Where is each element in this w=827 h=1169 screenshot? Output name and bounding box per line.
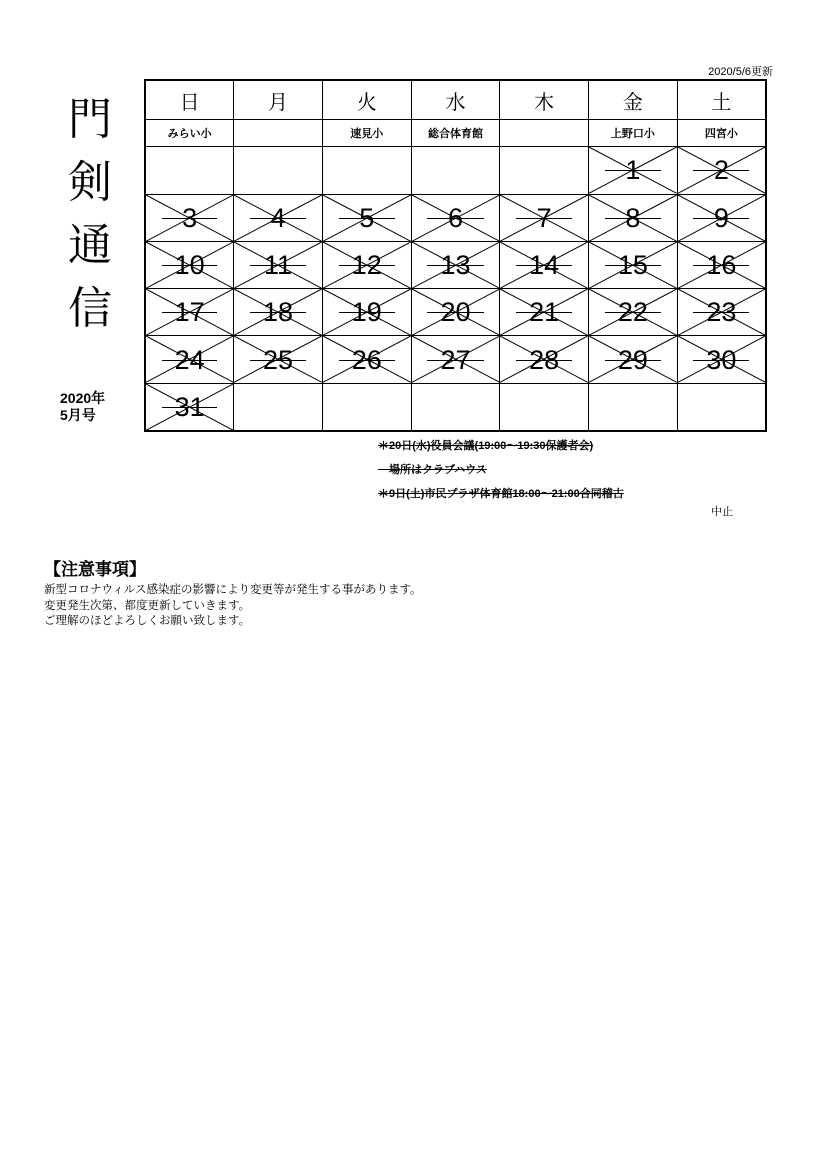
day-strike-line [162, 218, 218, 219]
day-strike-line [162, 265, 218, 266]
issue-month: 5月号 [60, 407, 96, 423]
caution-line: ご理解のほどよろしくお願い致します。 [44, 615, 251, 627]
day-strike-line [693, 170, 749, 171]
notes [378, 438, 624, 510]
day-strike-line [339, 360, 395, 361]
week-row [145, 336, 766, 383]
day-number: 30 [706, 344, 737, 375]
day-number: 24 [174, 344, 205, 375]
day-cell [411, 241, 500, 288]
day-strike-line [427, 218, 483, 219]
day-number: 19 [351, 297, 382, 328]
day-cell [234, 289, 323, 336]
title-char: 通 [68, 220, 112, 271]
day-cell [500, 336, 589, 383]
week-row [145, 194, 766, 241]
day-number: 4 [270, 202, 286, 233]
day-strike-line [162, 312, 218, 313]
day-strike-line [250, 360, 306, 361]
day-cell [234, 383, 323, 431]
calendar-table [144, 79, 767, 432]
day-cell [677, 194, 766, 241]
day-cell [145, 289, 234, 336]
day-strike-line [605, 170, 661, 171]
day-cell [677, 289, 766, 336]
title-char: 信 [68, 283, 112, 334]
day-strike-line [693, 218, 749, 219]
day-number: 6 [447, 202, 463, 233]
day-cell [589, 383, 678, 431]
day-cell [411, 194, 500, 241]
venue-cell: みらい小 [145, 120, 234, 147]
day-strike-line [250, 312, 306, 313]
cancel-label: 中止 [711, 506, 733, 518]
day-cell [589, 336, 678, 383]
day-cell [677, 336, 766, 383]
day-cell [411, 289, 500, 336]
venue-cell [234, 120, 323, 147]
day-cell [589, 194, 678, 241]
day-strike-line [516, 218, 572, 219]
day-number: 17 [174, 297, 205, 328]
day-cell [322, 383, 411, 431]
day-cell [322, 194, 411, 241]
day-strike-line [605, 360, 661, 361]
caution-text [44, 583, 422, 630]
note-text: ＊9日(土)市民プラザ体育館18:00～21:00合同稽古 [378, 488, 624, 500]
day-strike-line [693, 312, 749, 313]
day-strike-line [339, 218, 395, 219]
title-char: 門 [68, 94, 112, 145]
weekday-header: 土 [677, 80, 766, 120]
venue-cell: 速見小 [322, 120, 411, 147]
day-number: 27 [440, 344, 471, 375]
weekday-header: 火 [322, 80, 411, 120]
day-cell [411, 383, 500, 431]
day-number: 23 [706, 297, 737, 328]
day-number: 25 [263, 344, 294, 375]
day-number: 1 [625, 155, 641, 186]
day-number: 22 [617, 297, 648, 328]
day-number: 9 [713, 202, 729, 233]
day-cell [234, 241, 323, 288]
weekday-header: 水 [411, 80, 500, 120]
newsletter-title [60, 88, 120, 340]
week-row [145, 289, 766, 336]
day-number: 15 [617, 250, 648, 281]
day-cell [411, 336, 500, 383]
day-strike-line [605, 312, 661, 313]
weekday-row [145, 80, 766, 120]
caution-line: 新型コロナウィルス感染症の影響により変更等が発生する事があります。 [44, 584, 422, 596]
day-strike-line [427, 312, 483, 313]
day-cell [322, 336, 411, 383]
issue-year: 2020年 [60, 390, 106, 406]
day-strike-line [162, 360, 218, 361]
caution-line: 変更発生次第、都度更新していきます。 [44, 599, 251, 612]
day-strike-line [250, 265, 306, 266]
note-line [378, 486, 624, 510]
day-cell [500, 241, 589, 288]
title-char: 剣 [68, 157, 112, 208]
weekday-header: 木 [500, 80, 589, 120]
day-number: 21 [529, 297, 560, 328]
day-strike-line [693, 265, 749, 266]
note-text: 場所はクラブハウス [378, 464, 487, 476]
week-row [145, 241, 766, 288]
day-cell [677, 383, 766, 431]
venue-cell: 上野口小 [589, 120, 678, 147]
day-number: 14 [529, 250, 560, 281]
day-number: 29 [617, 344, 648, 375]
day-strike-line [605, 265, 661, 266]
weekday-header: 日 [145, 80, 234, 120]
day-cell [145, 194, 234, 241]
day-cell [500, 289, 589, 336]
day-cell [145, 383, 234, 431]
day-cell [234, 147, 323, 194]
weekday-header: 金 [589, 80, 678, 120]
day-cell [411, 147, 500, 194]
day-strike-line [516, 265, 572, 266]
day-strike-line [427, 360, 483, 361]
updated-date: 2020/5/6更新 [708, 66, 773, 78]
day-cell [322, 147, 411, 194]
day-number: 18 [263, 297, 294, 328]
day-cell [500, 194, 589, 241]
issue-label [60, 390, 105, 424]
day-strike-line [427, 265, 483, 266]
day-strike-line [605, 218, 661, 219]
day-number: 10 [174, 250, 205, 281]
day-strike-line [693, 360, 749, 361]
day-cell [234, 194, 323, 241]
day-strike-line [339, 265, 395, 266]
day-cell [322, 241, 411, 288]
note-line [378, 462, 624, 486]
day-number: 7 [536, 202, 552, 233]
day-cell [500, 383, 589, 431]
note-line [378, 438, 624, 462]
day-strike-line [162, 407, 218, 408]
note-text: ＊20日(水)役員会議(19:00～19:30保護者会) [378, 440, 594, 452]
day-cell [589, 241, 678, 288]
day-number: 13 [440, 250, 471, 281]
venue-cell: 四宮小 [677, 120, 766, 147]
day-number: 12 [351, 250, 382, 281]
venue-row [145, 120, 766, 147]
day-cell [500, 147, 589, 194]
day-number: 5 [359, 202, 375, 233]
day-number: 16 [706, 250, 737, 281]
day-number: 11 [264, 250, 293, 281]
day-cell [589, 289, 678, 336]
day-number: 3 [182, 202, 198, 233]
day-strike-line [339, 312, 395, 313]
weekday-header: 月 [234, 80, 323, 120]
day-cell [322, 289, 411, 336]
day-cell [677, 241, 766, 288]
day-number: 20 [440, 297, 471, 328]
day-cell [234, 336, 323, 383]
day-number: 2 [713, 155, 729, 186]
day-number: 8 [625, 202, 641, 233]
week-row [145, 383, 766, 431]
venue-cell [500, 120, 589, 147]
day-number: 31 [174, 391, 205, 422]
day-cell [589, 147, 678, 194]
day-strike-line [516, 360, 572, 361]
day-cell [145, 147, 234, 194]
day-strike-line [516, 312, 572, 313]
day-cell [145, 241, 234, 288]
week-row [145, 147, 766, 194]
day-number: 28 [529, 344, 560, 375]
venue-cell: 総合体育館 [411, 120, 500, 147]
day-number: 26 [351, 344, 382, 375]
day-cell [677, 147, 766, 194]
day-cell [145, 336, 234, 383]
day-strike-line [250, 218, 306, 219]
caution-heading: 【注意事項】 [44, 560, 146, 579]
